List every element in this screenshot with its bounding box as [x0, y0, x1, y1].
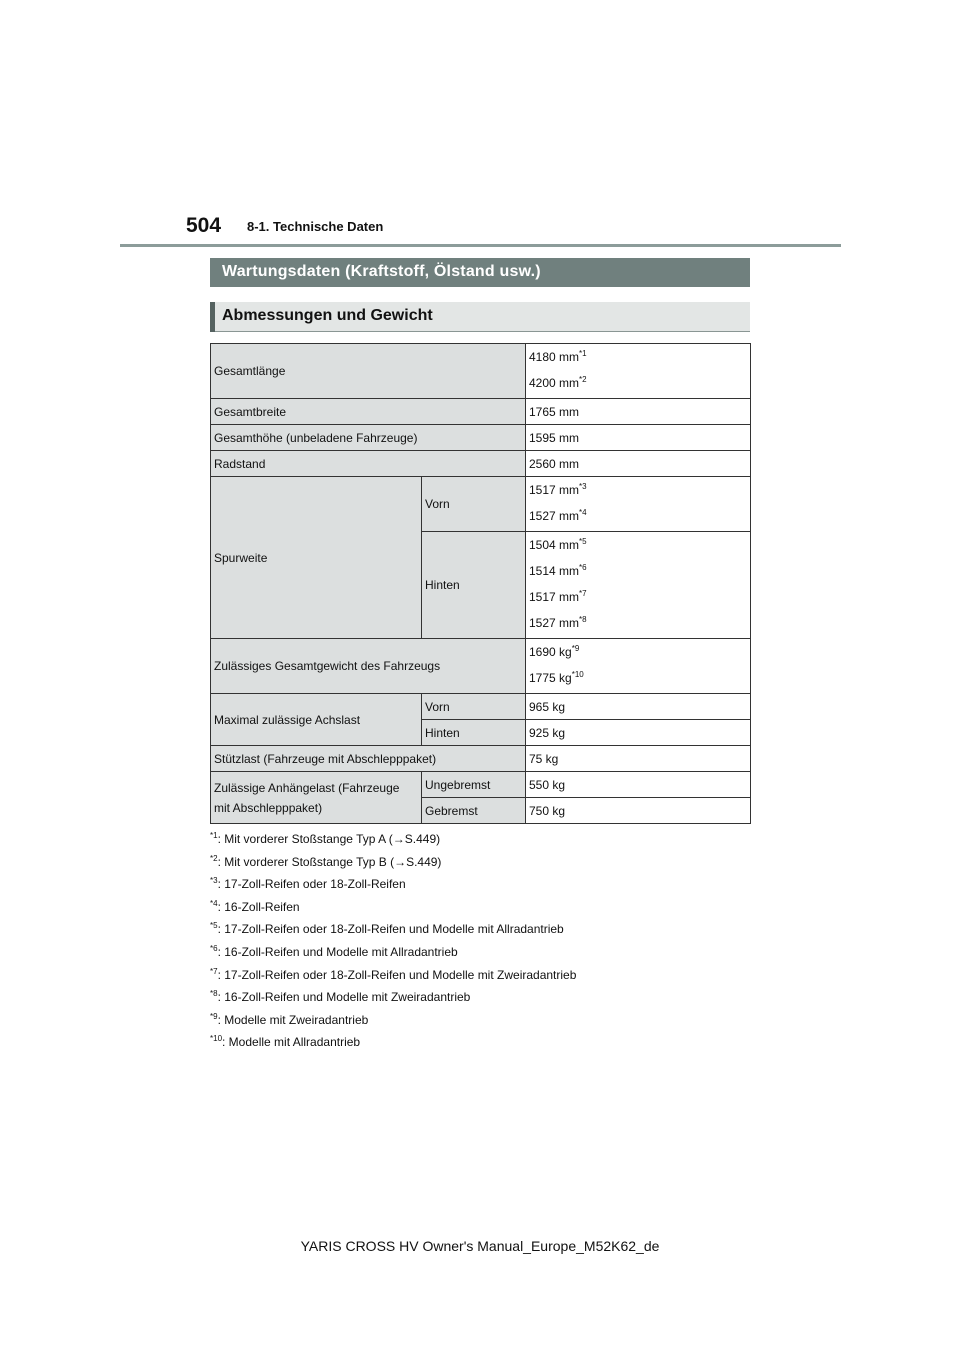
- footnote-mark: *8: [210, 989, 218, 999]
- row-value: [526, 344, 751, 399]
- value-text: 1514 mm: [529, 564, 580, 578]
- footnote-mark: *10: [210, 1034, 223, 1044]
- footnote: [210, 898, 770, 921]
- row-value: 2560 mm: [526, 451, 751, 477]
- footnote-text: : Modelle mit Allradantrieb: [222, 1035, 361, 1050]
- table-row: [211, 399, 751, 425]
- footnote-mark: *3: [210, 876, 218, 886]
- value-text: 4180 mm: [529, 350, 580, 364]
- footnote-text: : Mit vorderer Stoßstange Typ B (→S.449): [217, 854, 442, 869]
- footnote-ref: *2: [579, 375, 587, 384]
- table-row: [211, 451, 751, 477]
- section-title: 8-1. Technische Daten: [247, 219, 384, 234]
- row-label: Zulässiges Gesamtgewicht des Fahrzeugs: [211, 639, 526, 694]
- row-value: [526, 532, 751, 639]
- footnote: [210, 966, 770, 989]
- footnote-text: : 17-Zoll-Reifen oder 18-Zoll-Reifen und Modelle mit Allradantrieb: [217, 922, 564, 937]
- footnote: [210, 1033, 770, 1056]
- footnote-mark: *5: [210, 921, 218, 931]
- value-text: 4200 mm: [529, 376, 580, 390]
- footnote-mark: *1: [210, 831, 218, 840]
- value-text: 1527 mm: [529, 509, 580, 523]
- footnote-ref: *4: [579, 508, 587, 517]
- sub-label: Vorn: [422, 477, 526, 532]
- footnote-mark: *4: [210, 898, 218, 908]
- footnote-mark: *7: [210, 966, 218, 976]
- footnote-ref: *9: [571, 644, 580, 653]
- footnote-mark: *9: [210, 1011, 218, 1021]
- sub-label: Ungebremst: [422, 772, 526, 798]
- footnote-list: [210, 830, 770, 1056]
- value-text: 1527 mm: [529, 616, 580, 630]
- footnote: [210, 875, 770, 898]
- footnote-ref: *5: [579, 537, 587, 546]
- value-text: 1517 mm: [529, 590, 580, 604]
- footnote-text: : Mit vorderer Stoßstange Typ A (→S.449): [217, 832, 441, 846]
- sub-label: Hinten: [422, 720, 526, 746]
- row-value: 1595 mm: [526, 425, 751, 451]
- header-divider: [120, 244, 841, 247]
- row-label: Radstand: [211, 451, 526, 477]
- footnote-text: : 16-Zoll-Reifen: [217, 899, 300, 914]
- row-label: Gesamtbreite: [211, 399, 526, 425]
- row-value: 550 kg: [526, 772, 751, 798]
- row-label: Stützlast (Fahrzeuge mit Abschlepppaket): [211, 746, 526, 772]
- row-value: [526, 477, 751, 532]
- sub-label: Vorn: [422, 694, 526, 720]
- table-row: [211, 694, 751, 720]
- table-row: [211, 477, 751, 532]
- footnote-text: : Modelle mit Zweiradantrieb: [217, 1012, 369, 1027]
- row-label: Zulässige Anhängelast (Fahrzeuge mit Abschlepppaket): [211, 772, 422, 824]
- value-text: 1517 mm: [529, 483, 580, 497]
- sub-label: Gebremst: [422, 798, 526, 824]
- row-label: Gesamthöhe (unbeladene Fahrzeuge): [211, 425, 526, 451]
- sub-heading: [210, 302, 750, 332]
- row-value: [526, 639, 751, 694]
- row-value: 925 kg: [526, 720, 751, 746]
- sub-label: Hinten: [422, 532, 526, 639]
- specs-table: [210, 343, 751, 824]
- table-row: [211, 425, 751, 451]
- footnote-ref: *3: [579, 482, 587, 491]
- row-value: 750 kg: [526, 798, 751, 824]
- row-value: 965 kg: [526, 694, 751, 720]
- footnote-text: : 16-Zoll-Reifen und Modelle mit Zweiradantrieb: [217, 990, 471, 1005]
- footnote-mark: *6: [210, 943, 218, 953]
- footnote-mark: *2: [210, 853, 218, 863]
- footnote-ref: *6: [579, 563, 587, 572]
- table-row: [211, 639, 751, 694]
- footnote: [210, 988, 770, 1011]
- page-number: 504: [186, 214, 222, 237]
- footnote: [210, 1011, 770, 1034]
- footnote-text: : 16-Zoll-Reifen und Modelle mit Allradantrieb: [217, 944, 458, 959]
- value-text: 1690 kg: [529, 645, 572, 659]
- footnote: [210, 830, 770, 853]
- row-value: 75 kg: [526, 746, 751, 772]
- table-row: [211, 344, 751, 399]
- table-row: [211, 746, 751, 772]
- footnote: [210, 920, 770, 943]
- row-label: Gesamtlänge: [211, 344, 526, 399]
- footnote: [210, 943, 770, 966]
- table-row: [211, 772, 751, 798]
- value-text: 1775 kg: [529, 671, 572, 685]
- row-label: Maximal zulässige Achslast: [211, 694, 422, 746]
- main-heading: Wartungsdaten (Kraftstoff, Ölstand usw.): [210, 258, 750, 287]
- footnote-ref: *10: [571, 670, 584, 679]
- footnote-ref: *8: [579, 615, 587, 624]
- sub-heading-text: Abmessungen und Gewicht: [222, 307, 433, 324]
- page-footer: YARIS CROSS HV Owner's Manual_Europe_M52K62_de: [300, 1238, 660, 1254]
- footnote-ref: *7: [579, 589, 587, 598]
- footnote-ref: *1: [579, 349, 587, 358]
- value-text: 1504 mm: [529, 538, 580, 552]
- footnote: [210, 853, 770, 876]
- footnote-text: : 17-Zoll-Reifen oder 18-Zoll-Reifen und Modelle mit Zweiradantrieb: [217, 967, 577, 982]
- footnote-text: : 17-Zoll-Reifen oder 18-Zoll-Reifen: [217, 877, 406, 892]
- row-label: Spurweite: [211, 477, 422, 639]
- row-value: 1765 mm: [526, 399, 751, 425]
